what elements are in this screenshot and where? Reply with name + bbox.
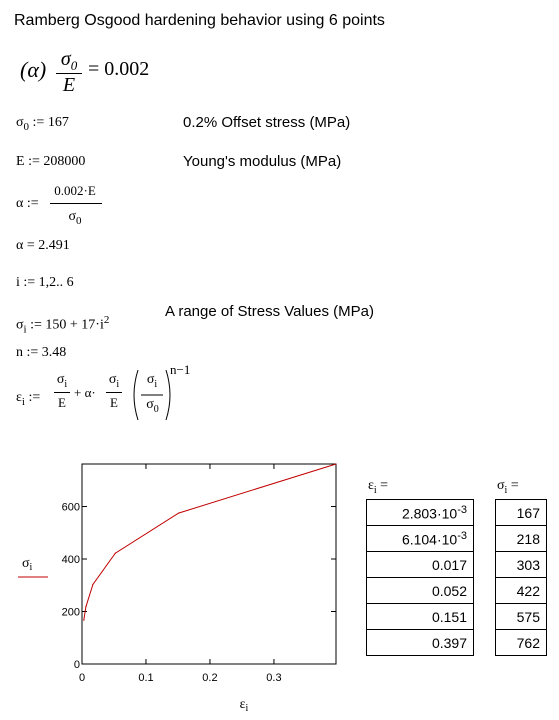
eps-cell	[367, 604, 474, 630]
eps-cell	[367, 526, 474, 552]
y-tick-label: 0	[73, 659, 80, 671]
eps-frac2-line	[106, 392, 122, 393]
eps-frac1-line	[54, 392, 70, 393]
i-range: i := 1,2.. 6	[16, 275, 74, 290]
eps-cell	[367, 630, 474, 656]
page-title: Ramberg Osgood hardening behavior using 6 points	[14, 12, 385, 29]
alpha-definition-label: α :=	[16, 196, 39, 211]
y-tick-label: 400	[61, 554, 80, 567]
table-row	[367, 630, 474, 656]
eps-cell	[367, 500, 474, 526]
n-definition: n := 3.48	[16, 345, 67, 360]
sigma-i-definition: $\sigma_i$ := $150 + 17\cdot i^2$	[16, 314, 110, 336]
eps-exponent: n−1	[170, 362, 191, 377]
alpha-value: α = 2.491	[16, 238, 70, 253]
eps-mantissa: 0.017	[431, 556, 467, 573]
data-point	[115, 553, 116, 554]
alpha-denominator: $\sigma_0$	[68, 209, 82, 227]
table-row	[496, 630, 547, 656]
x-tick-label: 0.1	[138, 672, 154, 684]
sigma0-note: 0.2% Offset stress (MPa)	[183, 114, 351, 131]
x-axis-label: $\varepsilon_i$	[239, 697, 249, 714]
sigma-cell: 762	[496, 630, 547, 656]
sigma-cell: 303	[496, 552, 547, 578]
eps-i-label: $\varepsilon_i$ :=	[16, 390, 41, 408]
x-tick-label: 0	[78, 672, 86, 684]
eps-mantissa: 0.151	[431, 608, 467, 625]
sigma-cell: 218	[496, 526, 547, 552]
eps-table	[366, 499, 474, 656]
eps-frac1-num: $\sigma_i$	[56, 372, 68, 390]
table-row	[496, 552, 547, 578]
table-row	[496, 500, 547, 526]
eps-mantissa: 6.104·10	[401, 531, 458, 548]
eps-frac3-den: $\sigma_0$	[146, 397, 159, 415]
sigma-table-header: $\sigma_i$ =	[497, 478, 519, 496]
eps-plus-alpha: + α·	[74, 385, 96, 400]
data-point	[85, 606, 86, 607]
table-row	[496, 604, 547, 630]
eps-mantissa: 0.052	[431, 582, 467, 599]
sigma-cell: 167	[496, 500, 547, 526]
stress-strain-chart	[0, 455, 350, 720]
alpha-fraction-line	[50, 203, 102, 204]
y-tick-label: 600	[61, 501, 80, 514]
definition-numerator: $\sigma_0$	[60, 48, 78, 73]
data-point	[83, 620, 84, 621]
data-point	[335, 463, 336, 464]
definition-lhs: (α)	[20, 57, 47, 82]
E-definition: E := 208000	[16, 154, 86, 169]
x-tick-label: 0.2	[202, 672, 218, 684]
eps-table-header: $\varepsilon_i$ =	[368, 478, 389, 496]
data-point	[178, 512, 179, 513]
table-row	[496, 578, 547, 604]
definition-rhs: = 0.002	[88, 58, 150, 80]
eps-frac2-den: E	[110, 395, 118, 410]
table-row	[367, 604, 474, 630]
eps-cell	[367, 578, 474, 604]
y-tick-label: 200	[61, 606, 80, 619]
eps-mantissa: 0.397	[431, 634, 467, 651]
sigma-i-note: A range of Stress Values (MPa)	[165, 303, 374, 320]
left-paren-icon	[134, 370, 138, 420]
plot-frame	[82, 464, 336, 664]
alpha-numerator: 0.002·E	[54, 183, 96, 198]
sigma-cell: 575	[496, 604, 547, 630]
table-row	[496, 526, 547, 552]
eps-mantissa: 2.803·10	[401, 505, 458, 522]
E-note: Young's modulus (MPa)	[183, 153, 342, 170]
eps-frac3-num: $\sigma_i$	[146, 372, 158, 390]
sigma0-definition: $\sigma_0$ := 167	[16, 115, 69, 133]
table-row	[367, 500, 474, 526]
series-line	[84, 464, 336, 620]
y-axis-label: $\sigma_i$	[22, 556, 33, 573]
sigma-table	[495, 499, 547, 656]
eps-frac1-den: E	[58, 395, 66, 410]
eps-cell	[367, 552, 474, 578]
definition-denominator: E	[62, 74, 76, 96]
eps-exponent: -3	[457, 503, 467, 516]
table-row	[367, 526, 474, 552]
table-row	[367, 578, 474, 604]
eps-exponent: -3	[457, 529, 467, 542]
data-point	[92, 584, 93, 585]
eps-frac2-num: $\sigma_i$	[108, 372, 120, 390]
sigma-cell: 422	[496, 578, 547, 604]
table-row	[367, 552, 474, 578]
x-tick-label: 0.3	[266, 672, 282, 684]
